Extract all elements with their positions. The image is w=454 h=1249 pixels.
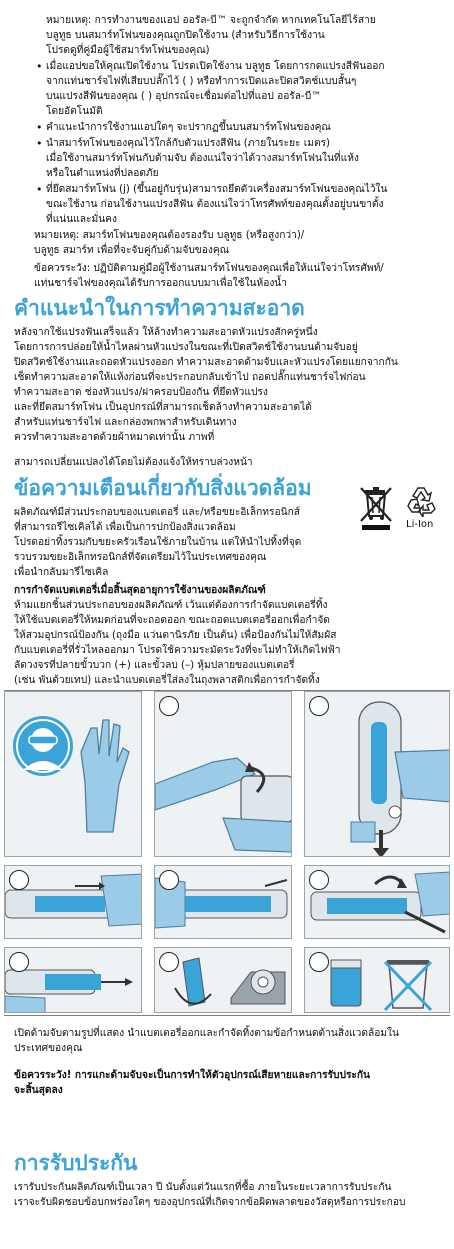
note-line-3: โปรดดูที่คู่มือผู้ใช้สมาร์ทโฟนของคุณ): [46, 45, 210, 56]
li-ion-label: Li-Ion: [406, 519, 434, 530]
cleaning-line-1: หลังจากใช้แปรงฟันเสร็จแล้ว ให้ล้างทำความสะอาดหัวแปรงสักครู่หนึ่ง: [14, 327, 318, 338]
bullet-dot: •: [36, 121, 43, 134]
step-badge-2: [309, 696, 329, 716]
step-badge-7: [159, 952, 179, 972]
bullet-1-line-1: เมื่อแอปขอให้คุณเปิดใช้งาน โปรดเปิดใช้งาน บลูทูธ โดยการกดแปรงสีฟันออก: [46, 61, 385, 72]
note2-line-1: หมายเหตุ: สมาร์ทโฟนของคุณต้องรองรับ บลูทูธ (หรือสูงกว่า)/: [34, 230, 305, 241]
bullet-dot: •: [36, 137, 43, 150]
cleaning-line-4: เช็ดทำความสะอาดให้แห้งก่อนที่จะประกอบกลับเข้าไป ถอดปลั๊กแท่นชาร์จไฟก่อน: [14, 372, 366, 383]
figure-caption-line-1: เปิดด้ามจับตามรูปที่แสดง นำแบตเตอรี่ออกและกำจัดทิ้งตามข้อกำหนดด้านสิ่งแวดล้อมใน: [14, 1028, 399, 1039]
caution-line-2: แท่นชาร์จไฟของคุณได้รับการออกแบบมาเพื่อใช้ในห้องน้ำ: [34, 278, 287, 289]
disposal-line-5: ลัดวงจรที่ปลายขั้วบวก (+) และขั้วลบ (–) หุ้มปลายของแบตเตอรี่: [14, 660, 295, 671]
bullet-3-line-3: หรือในตำแหน่งที่ปลอดภัย: [46, 168, 159, 179]
panel-step-8: [304, 947, 450, 1013]
step-badge-4: [159, 870, 179, 890]
note2-line-2: บลูทูธ สมาร์ท เพื่อที่จะจับคู่กับด้ามจับของคุณ: [34, 245, 230, 256]
crossed-bin-icon: [356, 483, 396, 531]
step-badge-3: [9, 870, 29, 890]
cleaning-notice: สามารถเปลี่ยนแปลงได้โดยไม่ต้องแจ้งให้ทราบล่วงหน้า: [14, 457, 253, 468]
cleaning-line-2: โดยการการปล่อยให้น้ำไหลผ่านหัวแปรงในขณะที่เปิดสวิตช์ใช้งานบนด้ามจับอยู่: [14, 342, 358, 353]
bullet-2-line-1: คำแนะนำการใช้งานแอปใดๆ จะปรากฏขึ้นบนสมาร์ทโฟนของคุณ: [46, 122, 331, 133]
panel-step-2: [304, 691, 450, 857]
disposal-line-2: ให้ใช้แบตเตอรี่ให้หมดก่อนที่จะถอดออก ขณะถอดแบตเตอรี่ออกเพื่อกำจัด: [14, 615, 330, 626]
caution-line-1: ข้อควรระวัง: ปฏิบัติตามคู่มือผู้ใช้งานสมาร์ทโฟนของคุณเพื่อให้แน่ใจว่าโทรศัพท์/: [34, 263, 384, 274]
bullet-1-line-2: จากแท่นชาร์จไฟที่เสียบปลั๊กไว้ ( ) หรือทำการเปิดและปิดสวิตช์แบบสั้นๆ: [46, 76, 357, 87]
cleaning-line-7: สำหรับแท่นชาร์จไฟ และกล่องพกพาสำหรับเดินทาง: [14, 417, 237, 428]
disposal-line-6: (เช่น พันด้วยเทป) และนำแบตเตอรี่ใส่ลงในถุงพลาสติกเพื่อการกำจัดทิ้ง: [14, 675, 320, 686]
battery-removal-figure: [0, 691, 454, 1013]
disposal-line-1: ห้ามแยกชิ้นส่วนประกอบของผลิตภัณฑ์ เว้นแต่ต้องการกำจัดแบตเตอรี่ทิ้ง: [14, 600, 328, 611]
env-line-3: โปรดอย่าทิ้งรวมกับขยะครัวเรือนใช้ภายในบ้าน แต่ให้นำไปทิ้งที่จุด: [14, 537, 302, 548]
bullet-4-line-3: ที่แน่นและมั่นคง: [46, 214, 117, 225]
note-line-1: หมายเหตุ: การทำงานของแอป ออรัล-บี™ จะถูกจำกัด หากเทคโนโลยีไร้สาย: [46, 15, 376, 26]
bullet-3-line-2: เมื่อใช้งานสมาร์ทโฟนกับด้ามจับ ต้องแน่ใจว่าได้วางสมาร์ทโฟนในที่แห้ง: [46, 153, 359, 164]
warning-line-2: จะสิ้นสุดลง: [14, 1085, 63, 1096]
panel-protective-gear: [4, 691, 142, 857]
cleaning-line-5: ทำความสะอาด ช่องหัวแปรง/ฝาครอบป้องกัน ที่ยึดหัวแปรง: [14, 387, 268, 398]
warranty-title: การรับประกัน: [14, 1152, 138, 1175]
env-line-2: ที่สามารถรีไซเคิลได้ เพื่อเป็นการปกป้องสิ่งแวดล้อม: [14, 522, 236, 533]
panel-step-4: [154, 865, 292, 939]
disposal-title: การกำจัดแบตเตอรี่เมื่อสิ้นสุดอายุการใช้งานของผลิตภัณฑ์: [14, 585, 266, 596]
note-line-2: บลูทูธ บนสมาร์ทโฟนของคุณถูกปิดใช้งาน (สำหรับวิธีการใช้งาน: [46, 30, 325, 41]
recycle-icon: [404, 483, 438, 517]
step-badge-5: [309, 870, 329, 890]
bullet-3-line-1: นำสมาร์ทโฟนของคุณไว้ใกล้กับตัวแปรงสีฟัน (ภายในระยะ เมตร): [46, 138, 331, 149]
bullet-1-line-4: โดยอัตโนมัติ: [46, 106, 103, 117]
figure-caption-line-2: ประเทศของคุณ: [14, 1043, 83, 1054]
cleaning-line-8: ควรทำความสะอาดด้วยผ้าหมาดเท่านั้น ภาพที่: [14, 432, 215, 443]
cleaning-title: คำแนะนำในการทำความสะอาด: [14, 297, 305, 320]
warranty-line-1: เรารับประกันผลิตภัณฑ์เป็นเวลา ปี นับตั้งแต่วันแรกที่ซื้อ ภายในระยะเวลาการรับประกัน: [14, 1182, 392, 1193]
env-line-5: เพื่อนำกลับมารีไซเคิล: [14, 567, 109, 578]
bullet-dot: •: [36, 60, 43, 73]
bullet-dot: •: [36, 183, 43, 196]
warranty-line-2: เราจะรับผิดชอบข้อบกพร่องใดๆ ของอุปกรณ์ที่เกิดจากข้อผิดพลาดของวัสดุหรือการประกอบ: [14, 1197, 406, 1208]
cleaning-line-3: ปิดสวิตช์ใช้งานและถอดหัวแปรงออก ทำความสะอาดด้ามจับและหัวแปรงโดยแยกจากกัน: [14, 357, 398, 368]
step-badge-6: [9, 952, 29, 972]
step-badge-8: [309, 952, 329, 972]
cleaning-line-6: และที่ยึดสมาร์ทโฟน เป็นอุปกรณ์ที่สามารถเช็ดล้างทำความสะอาดได้: [14, 402, 312, 413]
disposal-line-4: กับแบตเตอรี่ที่รั่วไหลออกมา โปรดใช้ความระมัดระวังที่จะไม่ทำให้เกิดไฟฟ้า: [14, 645, 341, 656]
env-line-4: รวบรวมขยะอิเล็กทรอนิกส์ที่จัดเตรียมไว้ในประเทศของคุณ: [14, 552, 267, 563]
env-line-1: ผลิตภัณฑ์มีส่วนประกอบของแบตเตอรี่ และ/หรือขยะอิเล็กทรอนิกส์: [14, 507, 300, 518]
step-badge-1: [159, 696, 179, 716]
bullet-1-line-3: บนแปรงสีฟันของคุณ ( ) อุปกรณ์จะเชื่อมต่อไปที่แอป ออรัล-บี™: [46, 91, 322, 102]
environment-title: ข้อความเตือนเกี่ยวกับสิ่งแวดล้อม: [14, 477, 312, 500]
panel-step-3: [4, 865, 142, 939]
disposal-line-3: ให้สวมอุปกรณ์ป้องกัน (ถุงมือ แว่นตานิรภัย เป็นต้น) เพื่อป้องกันไม่ให้สัมผัส: [14, 630, 337, 641]
panel-step-1: [154, 691, 292, 857]
bullet-4-line-2: ขณะใช้งาน ก่อนใช้งานแปรงสีฟัน ต้องแน่ใจว่าโทรศัพท์ของคุณตั้งอยู่บนขาตั้ง: [46, 199, 384, 210]
panel-step-7: [154, 947, 292, 1013]
warning-line-1: ข้อควรระวัง! การแกะด้ามจับจะเป็นการทำให้ตัวอุปกรณ์เสียหายและการรับประกัน: [14, 1070, 371, 1081]
bullet-4-line-1: ที่ยึดสมาร์ทโฟน (j) (ขึ้นอยู่กับรุ่น)สามารถยึดตัวเครื่องสมาร์ทโฟนของคุณไว้ใน: [46, 184, 388, 195]
figure-divider-bottom: [4, 1015, 450, 1016]
panel-step-5: [304, 865, 450, 939]
panel-step-6: [4, 947, 142, 1013]
